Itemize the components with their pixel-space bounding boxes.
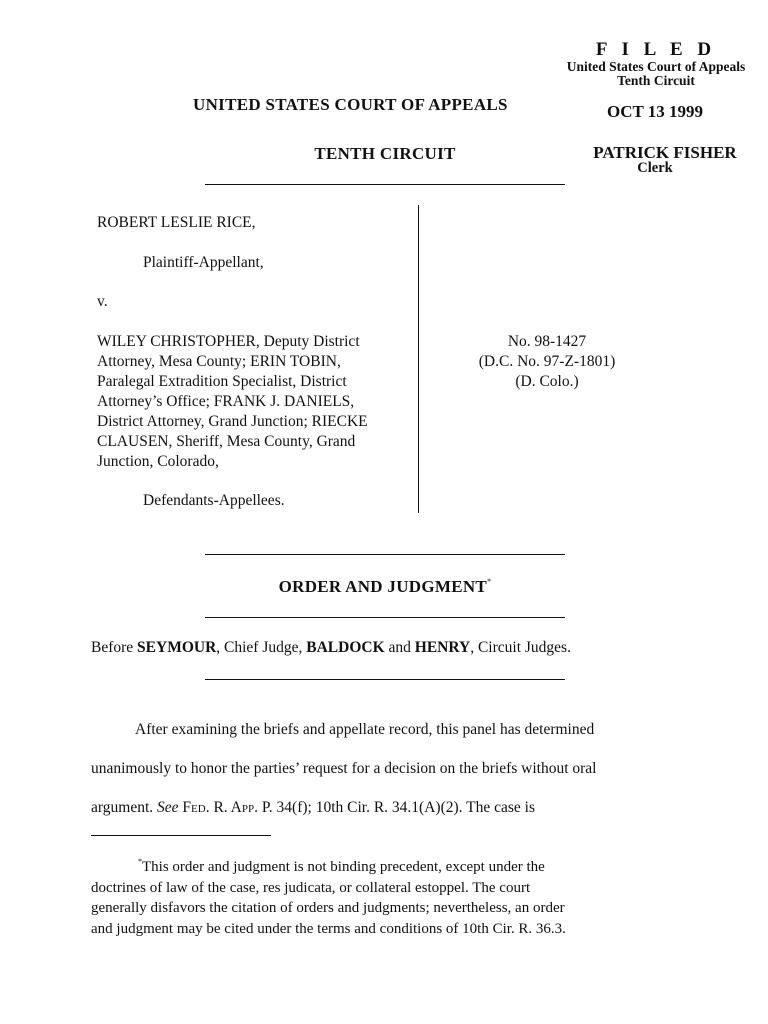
defendants-line: Junction, Colorado, (97, 453, 219, 470)
caption-divider (418, 205, 419, 513)
footnote-line: doctrines of law of the case, res judicata, or collateral estoppel. The court (91, 879, 531, 896)
filed-court: United States Court of Appeals (566, 59, 746, 74)
fed-f: F (178, 799, 192, 816)
header-divider (205, 184, 565, 185)
versus: v. (97, 293, 108, 310)
judge-henry: HENRY (414, 639, 471, 656)
order-divider-top (205, 554, 565, 555)
panel-chief-title: , Chief Judge, (216, 639, 307, 656)
order-divider-bottom (205, 617, 565, 618)
footnote-line: generally disfavors the citation of orders and judgments; nevertheless, an order (91, 900, 565, 916)
plaintiff-role: Plaintiff-Appellant, (143, 254, 264, 271)
order-title-text: ORDER AND JUDGMENT (278, 577, 488, 596)
rule-mid: . R. A (205, 799, 242, 816)
panel-line (91, 639, 571, 657)
filed-label: F I L E D (595, 39, 717, 60)
judge-seymour: SEYMOUR (137, 639, 217, 656)
body-line-2: unanimously to honor the parties’ request for a decision on the briefs without oral (91, 760, 597, 777)
body-line-3-end: . P. 34(f); 10th Cir. R. 34.1(A)(2). The case is (254, 799, 535, 816)
district: (D. Colo.) (515, 373, 579, 390)
app-smallcaps: pp (241, 799, 255, 816)
footnote-mark: * (138, 857, 142, 866)
docket-number: No. 98-1427 (507, 333, 587, 350)
footnote-line (91, 852, 671, 878)
judge-baldock: BALDOCK (306, 639, 385, 656)
defendants-line: WILEY CHRISTOPHER, Deputy District (97, 333, 360, 350)
defendants-line: Paralegal Extradition Specialist, District (97, 373, 347, 390)
defendants-line: Attorney’s Office; FRANK J. DANIELS, (97, 393, 355, 410)
panel-before: Before (91, 639, 138, 656)
filed-stamp (556, 40, 756, 88)
panel-divider (205, 679, 565, 680)
docket-block (452, 332, 642, 392)
filed-circuit: Tenth Circuit (617, 73, 695, 88)
defendants-block (97, 332, 368, 472)
order-title (205, 577, 565, 597)
body-line-3-start: argument. (91, 799, 158, 816)
court-title: UNITED STATES COURT OF APPEALS (193, 95, 508, 114)
fed-rest: ed (191, 799, 206, 816)
filed-date: OCT 13 1999 (606, 102, 704, 121)
panel-and: and (384, 639, 415, 656)
panel-circuit-title: , Circuit Judges. (470, 639, 571, 656)
defendants-line: Attorney, Mesa County; ERIN TOBIN, (97, 353, 341, 370)
clerk-name: PATRICK FISHER (593, 143, 737, 162)
defendants-line: District Attorney, Grand Junction; RIECKE (97, 413, 368, 430)
defendants-line: CLAUSEN, Sheriff, Mesa County, Grand (97, 433, 356, 450)
footnote-marker: * (487, 577, 492, 586)
footnote-text: This order and judgment is not binding precedent, except under the (142, 859, 545, 875)
clerk-title: Clerk (637, 160, 673, 176)
body-line-3 (91, 799, 535, 817)
district-court-number: (D.C. No. 97-Z-1801) (478, 353, 616, 370)
plaintiff-name: ROBERT LESLIE RICE, (97, 214, 256, 231)
footnote (91, 852, 671, 939)
circuit-title: TENTH CIRCUIT (314, 144, 456, 163)
footnote-line: and judgment may be cited under the terms and conditions of 10th Cir. R. 36.3. (91, 920, 566, 937)
see-signal: See (157, 799, 179, 816)
footnote-separator (91, 835, 271, 836)
defendants-role: Defendants-Appellees. (143, 492, 285, 509)
body-line-1: After examining the briefs and appellate record, this panel has determined (135, 721, 595, 738)
